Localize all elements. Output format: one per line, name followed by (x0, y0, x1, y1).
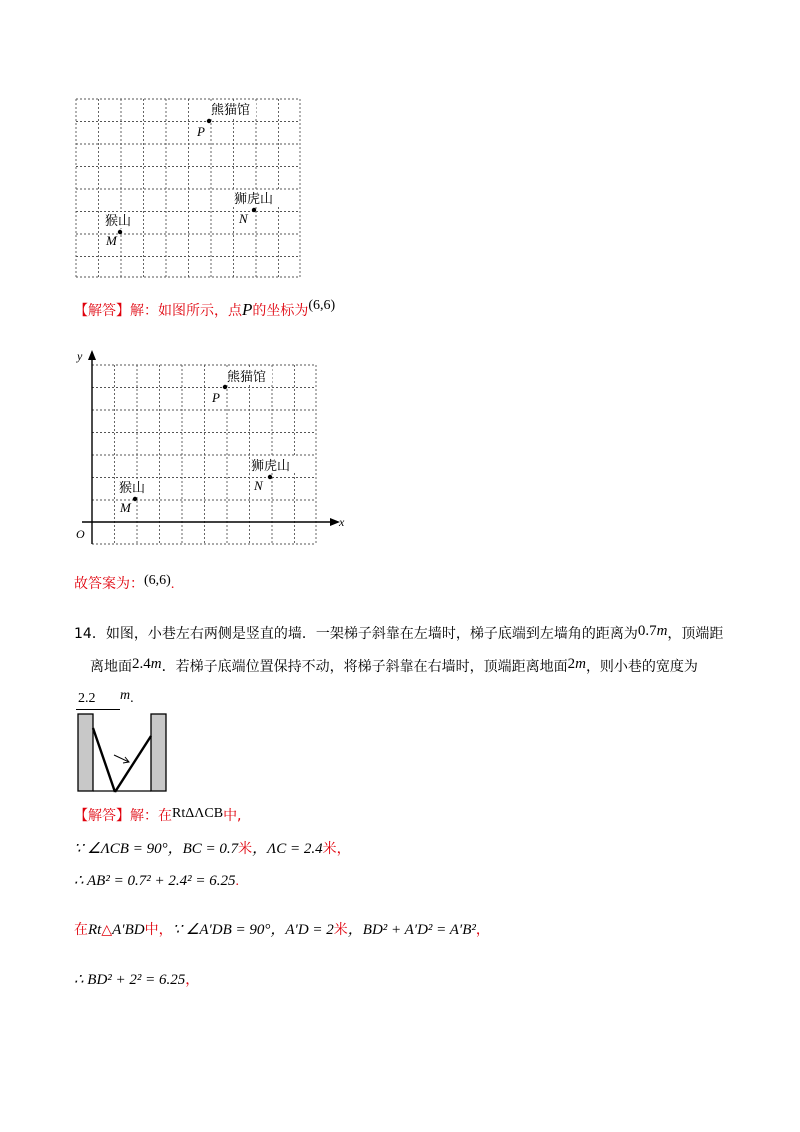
unit-m-3: m (575, 656, 586, 672)
final-answer-coord: (6,6) (144, 573, 171, 588)
math-ab-squared: ∴ AB² = 0.7² + 2.4² = 6.25 (74, 873, 236, 889)
question-14-line-3 (76, 688, 134, 710)
label-panda-house-2: 熊猫馆 (227, 370, 267, 385)
value-0-7: 0.7 (637, 623, 657, 639)
zoo-map-grid (74, 97, 304, 279)
answer-blank: 2.2 (76, 689, 120, 710)
question-text-1: 如图，小巷左右两侧是竖直的墙．一架梯子斜靠在左墙时，梯子底端到左墙角的距离为 (105, 626, 638, 642)
unit-m-4: m (120, 688, 131, 703)
math-angle-adb: ∵ ∠A′DB = 90° (172, 922, 271, 938)
math-triangle-abd: A′BD (112, 922, 145, 938)
math-bc: ，BC = 0.7 (167, 841, 239, 857)
solution-intro: 解：在 (130, 808, 172, 824)
triangle-symbol: △ (101, 922, 113, 938)
solution-line-2 (74, 839, 351, 859)
point-p-2 (223, 385, 227, 389)
label-monkey-hill-2: 猴山 (119, 481, 146, 496)
comma-3: ， (185, 972, 200, 988)
label-p: P (197, 124, 205, 139)
final-answer-period: . (170, 577, 175, 592)
question-text-2c: ，则小巷的宽度为 (585, 659, 698, 675)
right-wall (151, 714, 166, 791)
math-angle-acb: ∵ ∠ΛCB = 90° (74, 841, 168, 857)
solution-line-4 (74, 920, 490, 940)
y-axis-arrow (88, 350, 96, 360)
label-n-2: N (254, 478, 263, 493)
unit-meter-1: 米 (238, 841, 253, 857)
x-axis-label: x (339, 515, 345, 529)
in-label: 在 (74, 922, 88, 938)
solution-triangle-acb: RtΔΛCB (172, 806, 224, 821)
arrow-icon (114, 755, 129, 763)
question-number: 14． (74, 626, 106, 642)
origin-label: O (76, 527, 85, 541)
math-ac: ，ΛC = 2.4 (252, 841, 323, 857)
question-14-line-1 (74, 624, 723, 644)
zoo-map-coordinate-grid (72, 348, 352, 548)
question-end: . (130, 691, 134, 706)
answer-line-1 (74, 300, 335, 322)
comma-2: ， (475, 922, 490, 938)
question-14-line-2 (90, 657, 698, 677)
answer-var-p: P (242, 300, 253, 319)
unit-meter-2: 米 (322, 841, 337, 857)
point-n-2 (268, 475, 272, 479)
ladder-alley-figure (74, 712, 168, 794)
question-text-2a: 离地面 (90, 659, 132, 675)
y-axis-label: y (77, 349, 83, 363)
math-ad: ，A′D = 2 (270, 922, 334, 938)
label-monkey-hill: 猴山 (105, 214, 132, 229)
point-n (252, 208, 256, 212)
answer-tag: 【解答】 (74, 303, 130, 319)
label-m-2: M (120, 500, 131, 515)
period-1: . (235, 874, 239, 889)
value-2-4: 2.4 (132, 656, 151, 672)
final-answer-prefix: 故答案为： (74, 576, 144, 592)
comma-1: ， (336, 841, 351, 857)
label-panda-house: 熊猫馆 (211, 103, 251, 118)
point-p (207, 119, 211, 123)
math-rt: Rt (88, 922, 102, 938)
label-n: N (239, 211, 248, 226)
point-m-2 (133, 497, 137, 501)
final-answer-line (74, 574, 174, 595)
solution-line-3 (74, 871, 239, 892)
answer-coord: (6,6) (308, 298, 336, 313)
point-m (118, 230, 122, 234)
label-p-2: P (212, 390, 220, 405)
math-pythagoras: ，BD² + A′D² = A′B² (347, 922, 476, 938)
label-tiger-hill: 狮虎山 (234, 192, 274, 207)
solution-line-1 (74, 806, 242, 827)
ladder-right (115, 736, 151, 792)
unit-m-1: m (656, 623, 668, 639)
question-text-2b: ．若梯子底端位置保持不动，将梯子斜靠在右墙时，顶端距离地面 (161, 659, 568, 675)
value-2: 2 (567, 656, 576, 672)
math-bd-squared: ∴ BD² + 2² = 6.25 (74, 972, 186, 988)
question-text-1b: ，顶端距 (667, 626, 724, 642)
solution-line-5 (74, 970, 199, 990)
in-suffix: 中， (144, 922, 173, 938)
unit-meter-3: 米 (333, 922, 348, 938)
solution-in: 中, (223, 808, 242, 824)
answer-suffix: 的坐标为 (252, 303, 309, 319)
answer-text: 解：如图所示，点 (130, 303, 242, 319)
ladder-left (93, 728, 115, 792)
solution-tag: 【解答】 (74, 808, 130, 824)
unit-m-2: m (150, 656, 162, 672)
left-wall (78, 714, 93, 791)
label-tiger-hill-2: 狮虎山 (251, 459, 291, 474)
label-m: M (106, 233, 117, 248)
